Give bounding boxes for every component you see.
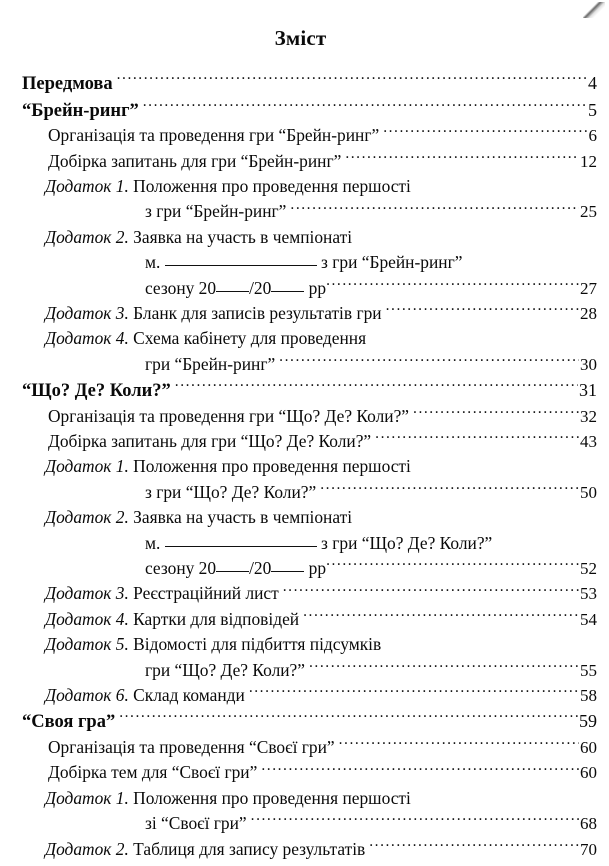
- toc-entry-label: Організація та проведення гри “Брейн-ринг”: [48, 125, 380, 146]
- dot-leader: [320, 482, 579, 498]
- toc-line: [0, 708, 609, 735]
- toc-line: [0, 225, 609, 250]
- appendix-title: Положення про проведення першості: [128, 787, 411, 808]
- toc-entry-label: [0, 632, 381, 657]
- toc-entry-label: Організація та проведення гри “Що? Де? Коли?”: [48, 405, 410, 426]
- fill-line-suffix: з гри “Що? Де? Коли?”: [316, 532, 493, 553]
- dot-leader: [283, 583, 579, 599]
- page-number: 53: [580, 584, 597, 604]
- toc-line: [0, 683, 609, 708]
- toc-entry-label: з гри “Брейн-ринг”: [145, 201, 287, 222]
- page-number: 6: [588, 126, 597, 146]
- toc-line: [0, 97, 609, 124]
- toc-entry-cgk-app3[interactable]: [0, 581, 609, 606]
- page-number: 31: [579, 380, 597, 401]
- toc-line: [0, 149, 609, 174]
- toc-entry-label: [0, 505, 352, 530]
- appendix-number: Додаток 2.: [45, 838, 129, 859]
- toc-entry-label: [0, 607, 299, 632]
- page-number: 55: [580, 660, 597, 680]
- toc-line: [0, 377, 609, 404]
- toc-entry-label: [0, 301, 382, 326]
- toc-entry-label: [0, 786, 411, 811]
- fill-line-suffix: з гри “Брейн-ринг”: [316, 252, 463, 273]
- toc-entry-label: [0, 683, 245, 708]
- page-number: 25: [580, 202, 597, 222]
- page-number: 70: [580, 839, 597, 859]
- toc-line: [0, 760, 609, 785]
- appendix-number: Додаток 1.: [45, 175, 129, 196]
- toc-line: [0, 70, 609, 97]
- toc-entry-brain-ring-app1[interactable]: [0, 174, 609, 225]
- page-number: 60: [580, 737, 597, 757]
- fill-line-prefix: сезону 20: [145, 558, 217, 579]
- toc-entry-brain-ring-org[interactable]: [0, 123, 609, 148]
- fill-in-blank: [216, 291, 249, 292]
- toc-entry-label: [0, 556, 326, 581]
- appendix-title: Бланк для записів результатів гри: [128, 302, 382, 323]
- dot-leader: [369, 839, 579, 855]
- dot-leader: [383, 125, 587, 141]
- fill-line-suffix: рр: [304, 558, 327, 579]
- toc-entry-brain-ring[interactable]: [0, 97, 609, 124]
- toc-entry-label: [0, 225, 352, 250]
- fill-in-blank: [216, 571, 249, 572]
- appendix-title: Картки для відповідей: [128, 608, 300, 629]
- page-number: 59: [579, 711, 597, 732]
- toc-entry-label: [0, 454, 411, 479]
- fill-in-blank: [271, 571, 304, 572]
- toc-entry-label: Добірка запитань для гри “Що? Де? Коли?”: [48, 431, 372, 452]
- appendix-number: Додаток 3.: [45, 302, 129, 323]
- toc-entry-label: [0, 174, 411, 199]
- appendix-title: Положення про проведення першості: [128, 456, 411, 477]
- page-number: 60: [580, 763, 597, 783]
- dot-leader: [339, 737, 579, 753]
- dot-leader: [251, 813, 579, 829]
- toc-entry-cgk-app5[interactable]: [0, 632, 609, 683]
- toc-line-continuation: [0, 531, 609, 556]
- toc-entry-label: [0, 250, 462, 275]
- toc-entry-sg-app1[interactable]: [0, 786, 609, 837]
- dot-leader: [326, 278, 579, 294]
- toc-line: [0, 581, 609, 606]
- appendix-number: Додаток 4.: [45, 328, 129, 349]
- toc-line: [0, 301, 609, 326]
- toc-entry-brain-ring-app3[interactable]: [0, 301, 609, 326]
- page-number: 5: [588, 99, 597, 120]
- dot-leader: [386, 303, 579, 319]
- toc-line-continuation: [0, 556, 609, 581]
- toc-entry-sg-org[interactable]: [0, 735, 609, 760]
- fill-line-separator: /20: [249, 277, 272, 298]
- appendix-number: Додаток 2.: [45, 226, 129, 247]
- toc-line-continuation: [0, 199, 609, 224]
- toc-entry-brain-ring-questions[interactable]: [0, 149, 609, 174]
- toc-line: [0, 632, 609, 657]
- page-title: Зміст: [274, 26, 327, 50]
- toc-line-continuation: [0, 811, 609, 836]
- table-of-contents-list: [0, 51, 609, 862]
- toc-line: [0, 735, 609, 760]
- page-number: 12: [580, 151, 597, 171]
- toc-entry-svoya-gra[interactable]: [0, 708, 609, 735]
- toc-entry-label: “Своя гра”: [22, 712, 116, 733]
- toc-entry-cgk-app1[interactable]: [0, 454, 609, 505]
- dot-leader: [279, 354, 579, 370]
- toc-entry-cgk-app2[interactable]: [0, 505, 609, 581]
- fill-in-blank: [165, 265, 317, 266]
- appendix-title: Реєстраційний лист: [128, 583, 279, 604]
- toc-entry-label: Передмова: [22, 74, 113, 94]
- appendix-number: Додаток 4.: [45, 608, 129, 629]
- fill-line-suffix: рр: [304, 277, 327, 298]
- toc-entry-label: “Що? Де? Коли?”: [22, 381, 171, 402]
- dot-leader: [345, 151, 579, 167]
- toc-entry-cgk-org[interactable]: [0, 404, 609, 429]
- toc-line: [0, 123, 609, 148]
- appendix-number: Додаток 1.: [45, 456, 129, 477]
- toc-entry-label: [0, 276, 326, 301]
- toc-entry-label: Добірка тем для “Своєї гри”: [48, 762, 258, 783]
- appendix-number: Додаток 1.: [45, 787, 129, 808]
- dot-leader: [303, 609, 579, 625]
- toc-entry-sg-app2[interactable]: [0, 837, 609, 862]
- appendix-title: Схема кабінету для проведення: [128, 328, 367, 349]
- page-number: 27: [580, 278, 597, 298]
- toc-line-continuation: [0, 480, 609, 505]
- toc-entry-cgk-questions[interactable]: [0, 429, 609, 454]
- toc-entry-peredmova[interactable]: [0, 70, 609, 97]
- toc-line: [0, 454, 609, 479]
- toc-entry-label: [0, 326, 366, 351]
- dot-leader: [143, 100, 587, 116]
- page-number: 28: [580, 303, 597, 323]
- toc-line: [0, 429, 609, 454]
- fill-in-blank: [165, 546, 317, 547]
- page-number: 54: [580, 609, 597, 629]
- appendix-title: Положення про проведення першості: [128, 175, 411, 196]
- dot-leader: [290, 201, 579, 217]
- dot-leader: [309, 660, 579, 676]
- page-number: 58: [580, 685, 597, 705]
- appendix-number: Додаток 6.: [45, 684, 129, 705]
- appendix-title: Заявка на участь в чемпіонаті: [128, 226, 353, 247]
- fill-line-prefix: м.: [145, 532, 165, 553]
- toc-entry-label: гри “Брейн-ринг”: [145, 353, 276, 374]
- toc-line-continuation: [0, 276, 609, 301]
- appendix-number: Додаток 5.: [45, 634, 129, 655]
- toc-line: [0, 326, 609, 351]
- appendix-title: Заявка на участь в чемпіонаті: [128, 507, 353, 528]
- toc-line-continuation: [0, 352, 609, 377]
- toc-entry-chto-gde-kogda[interactable]: [0, 377, 609, 404]
- toc-line-continuation: [0, 658, 609, 683]
- dot-leader: [249, 685, 579, 701]
- toc-entry-cgk-app6[interactable]: [0, 683, 609, 708]
- toc-line: [0, 786, 609, 811]
- toc-entry-sg-themes[interactable]: [0, 760, 609, 785]
- toc-line: [0, 174, 609, 199]
- toc-line: [0, 837, 609, 862]
- toc-entry-label: [0, 581, 279, 606]
- dot-leader: [119, 711, 578, 727]
- toc-entry-label: з гри “Що? Де? Коли?”: [145, 481, 317, 502]
- fill-line-prefix: сезону 20: [145, 277, 217, 298]
- toc-line-continuation: [0, 250, 609, 275]
- dot-leader: [175, 380, 578, 396]
- page-number: 32: [580, 406, 597, 426]
- dot-leader: [117, 73, 587, 89]
- appendix-number: Додаток 3.: [45, 583, 129, 604]
- toc-entry-label: [0, 837, 365, 862]
- fill-line-prefix: м.: [145, 252, 165, 273]
- appendix-number: Додаток 2.: [45, 507, 129, 528]
- toc-entry-label: гри “Що? Де? Коли?”: [145, 659, 305, 680]
- appendix-title: Склад команди: [128, 684, 245, 705]
- dot-leader: [375, 431, 579, 447]
- page-number: 52: [580, 559, 597, 579]
- fill-line-separator: /20: [249, 558, 272, 579]
- toc-entry-label: [0, 531, 492, 556]
- page-number: 30: [580, 354, 597, 374]
- toc-entry-label: Організація та проведення “Своєї гри”: [48, 736, 335, 757]
- toc-entry-cgk-app4[interactable]: [0, 607, 609, 632]
- toc-entry-label: зі “Своєї гри”: [145, 813, 247, 834]
- appendix-title: Таблиця для запису результатів: [128, 838, 366, 859]
- appendix-title: Відомості для підбиття підсумків: [128, 634, 382, 655]
- toc-entry-brain-ring-app2[interactable]: [0, 225, 609, 301]
- toc-line: [0, 607, 609, 632]
- toc-line: [0, 505, 609, 530]
- toc-entry-brain-ring-app4[interactable]: [0, 326, 609, 377]
- page-number: 4: [588, 73, 597, 93]
- fill-in-blank: [271, 291, 304, 292]
- toc-line: [0, 404, 609, 429]
- page-number: 68: [580, 814, 597, 834]
- page-number: 43: [580, 432, 597, 452]
- dot-leader: [261, 762, 579, 778]
- page-number: 50: [580, 482, 597, 502]
- toc-entry-label: “Брейн-ринг”: [22, 100, 139, 121]
- dot-leader: [413, 406, 579, 422]
- toc-entry-label: Добірка запитань для гри “Брейн-ринг”: [48, 150, 342, 171]
- dot-leader: [326, 558, 579, 574]
